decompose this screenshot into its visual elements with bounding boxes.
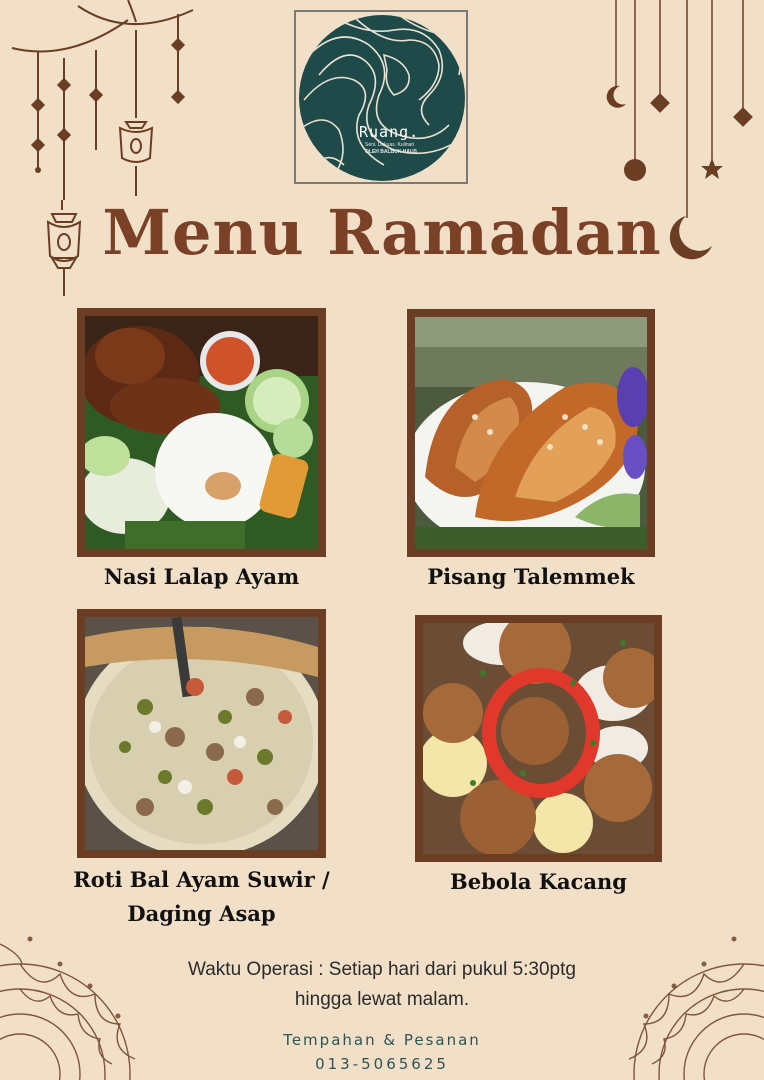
nasi-lalap-ayam-image: [85, 316, 318, 549]
brand-logo: [294, 10, 468, 184]
brand-tagline: Seni. Dakuas. Kulinari: [365, 142, 415, 148]
menu-item-label-roti-bal-line1: Roti Bal Ayam Suwir /: [73, 867, 330, 892]
contact-phone[interactable]: 013-5065625: [315, 1055, 449, 1073]
bebola-kacang-image: [423, 623, 654, 854]
operating-hours-line2: hingga lewat malam.: [294, 989, 470, 1010]
contact-label: Tempahan & Pesanan: [283, 1031, 481, 1049]
menu-photo-bebola-kacang: [415, 615, 662, 862]
brand-name: Ruang.: [359, 123, 420, 141]
menu-photo-nasi-lalap-ayam: [77, 308, 326, 557]
operating-hours-line1: Waktu Operasi : Setiap hari dari pukul 5:30ptg: [188, 959, 576, 980]
menu-item-label-bebola-kacang: Bebola Kacang: [450, 869, 627, 894]
brand-byline: OLEH BALBUK HAUS: [365, 149, 417, 155]
pisang-talemmek-image: [415, 317, 647, 549]
logo-emblem: [299, 15, 465, 181]
roti-bal-image: [85, 617, 318, 850]
menu-photo-roti-bal: [77, 609, 326, 858]
menu-item-label-roti-bal-line2: Daging Asap: [127, 901, 276, 926]
page-title: Menu Ramadan: [102, 196, 662, 269]
menu-item-label-pisang-talemmek: Pisang Talemmek: [427, 564, 635, 589]
menu-photo-pisang-talemmek: [407, 309, 655, 557]
topographic-lines-icon: [299, 15, 465, 181]
menu-item-label-nasi-lalap-ayam: Nasi Lalap Ayam: [103, 564, 300, 589]
